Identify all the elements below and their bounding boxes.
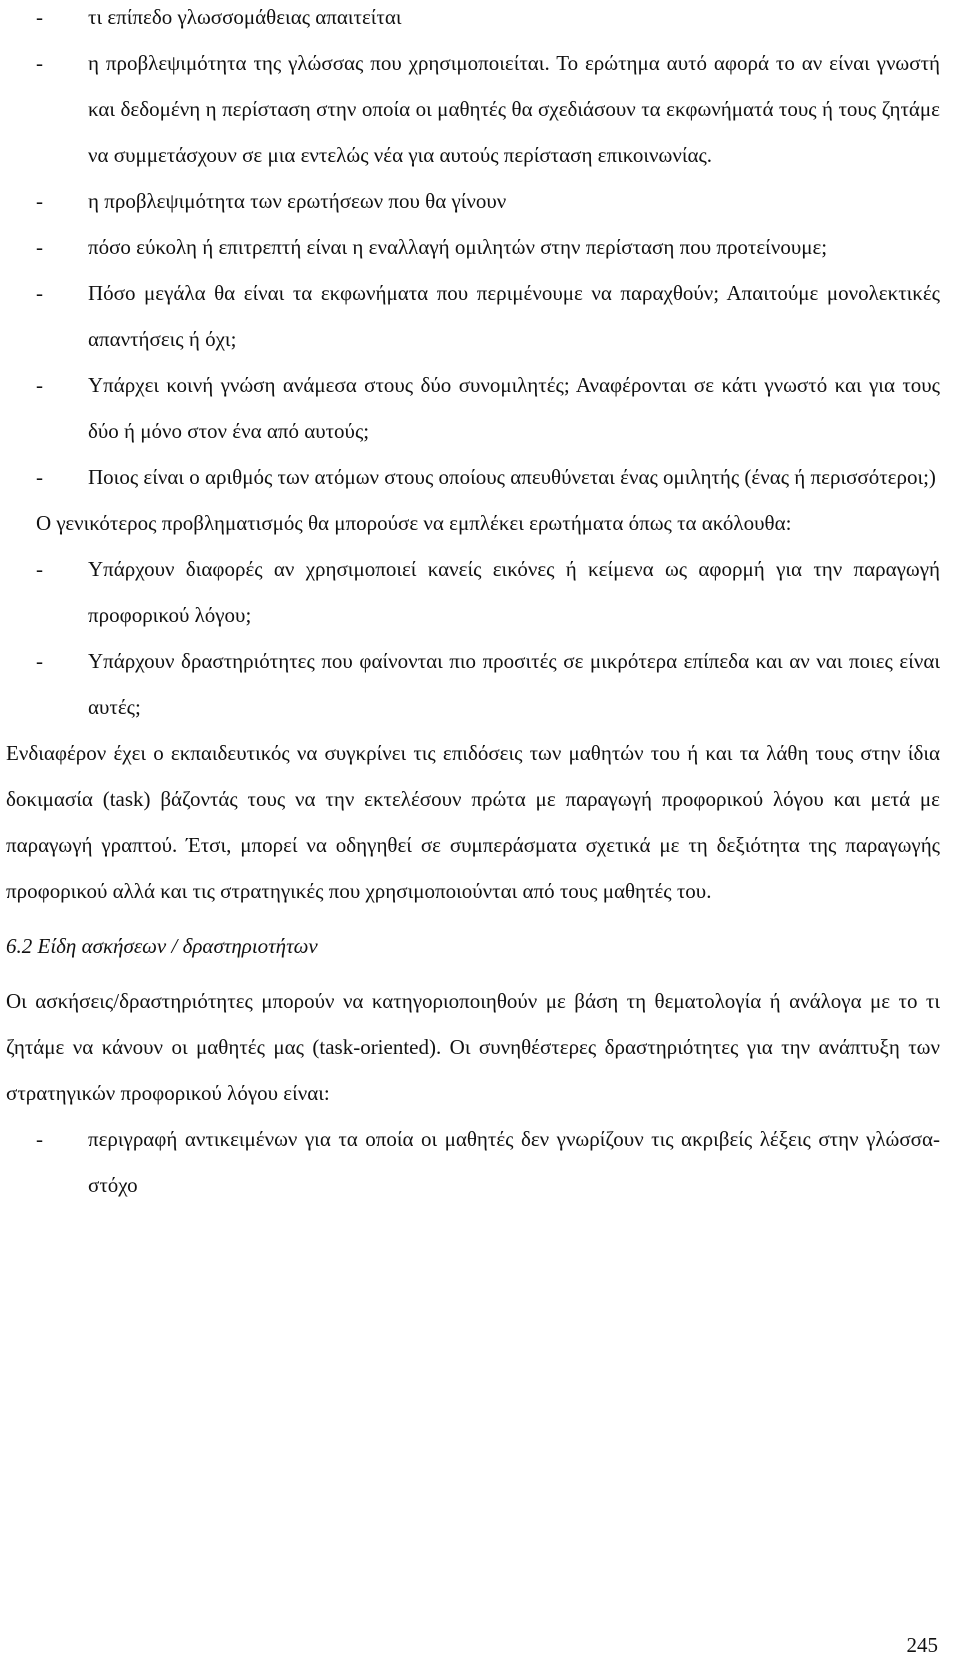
list-item	[36, 454, 940, 500]
paragraph-interest: Ενδιαφέρον έχει ο εκπαιδευτικός να συγκρίνει τις επιδόσεις των μαθητών του ή και τα λάθη τους στην ίδια δοκιμασία (task) βάζοντάς τους να την εκτελέσουν πρώτα με παραγωγή προφορικού λόγου και μετά με παραγωγή γραπτού. Έτσι, μπορεί να οδηγηθεί σε συμπεράσματα σχετικά με τη δεξιότητα της παραγωγής προφορικού αλλά και τις στρατηγικές που χρησιμοποιούνται από τους μαθητές του.	[6, 741, 940, 903]
list-dash: -	[36, 5, 43, 29]
list-item-text: η προβλεψιμότητα της γλώσσας που χρησιμοποιείται. Το ερώτημα αυτό αφορά το αν είναι γνωστή και δεδομένη η περίσταση στην οποία οι μαθητές θα σχεδιάσουν τα εκφωνήματά τους ή τους ζητάμε να συμμετάσχουν σε μια εντελώς νέα για αυτούς περίσταση επικοινωνίας.	[88, 51, 940, 167]
list-item	[36, 1116, 940, 1208]
list-item-text: Ποιος είναι ο αριθμός των ατόμων στους οποίους απευθύνεται ένας ομιλητής (ένας ή περισσότεροι;)	[88, 465, 936, 489]
list-dash: -	[36, 51, 43, 75]
list-item	[36, 178, 940, 224]
list-dash: -	[36, 557, 43, 581]
list-dash: -	[36, 235, 43, 259]
list-dash: -	[36, 649, 43, 673]
list-item-text: Υπάρχουν διαφορές αν χρησιμοποιεί κανείς εικόνες ή κείμενα ως αφορμή για την παραγωγή προφορικού λόγου;	[88, 557, 940, 627]
list-item	[36, 0, 940, 40]
list-item	[36, 270, 940, 362]
list-item	[36, 362, 940, 454]
list-dash: -	[36, 465, 43, 489]
document-page	[6, 0, 940, 1208]
list-item-text: Πόσο μεγάλα θα είναι τα εκφωνήματα που περιμένουμε να παραχθούν; Απαιτούμε μονολεκτικές απαντήσεις ή όχι;	[88, 281, 940, 351]
list-item-text: τι επίπεδο γλωσσομάθειας απαιτείται	[88, 5, 402, 29]
list-item-text: η προβλεψιμότητα των ερωτήσεων που θα γίνουν	[88, 189, 507, 213]
list-dash: -	[36, 189, 43, 213]
list-item	[36, 638, 940, 730]
list-item	[36, 224, 940, 270]
list-dash: -	[36, 1127, 43, 1151]
paragraph-general: Ο γενικότερος προβληματισμός θα μπορούσε να εμπλέκει ερωτήματα όπως τα ακόλουθα:	[36, 511, 792, 535]
list-dash: -	[36, 281, 43, 305]
list-item-text: περιγραφή αντικειμένων για τα οποία οι μαθητές δεν γνωρίζουν τις ακριβείς λέξεις στην γλώσσα-στόχο	[88, 1127, 940, 1197]
list-item	[36, 546, 940, 638]
list-item	[36, 40, 940, 178]
list-item-text: πόσο εύκολη ή επιτρεπτή είναι η εναλλαγή ομιλητών στην περίσταση που προτείνουμε;	[88, 235, 828, 259]
page-number: 245	[906, 1633, 938, 1657]
paragraph-exercises: Οι ασκήσεις/δραστηριότητες μπορούν να κατηγοριοποιηθούν με βάση τη θεματολογία ή ανάλογα με το τι ζητάμε να κάνουν οι μαθητές μας (task-oriented). Οι συνηθέστερες δραστηριότητες για την ανάπτυξη των στρατηγικών προφορικού λόγου είναι:	[6, 989, 940, 1105]
list-dash: -	[36, 373, 43, 397]
list-item-text: Υπάρχουν δραστηριότητες που φαίνονται πιο προσιτές σε μικρότερα επίπεδα και αν ναι ποιες είναι αυτές;	[88, 649, 940, 719]
list-item-text: Υπάρχει κοινή γνώση ανάμεσα στους δύο συνομιλητές; Αναφέρονται σε κάτι γνωστό και για τους δύο ή μόνο στον ένα από αυτούς;	[88, 373, 940, 443]
section-heading: 6.2 Είδη ασκήσεων / δραστηριοτήτων	[6, 934, 318, 958]
